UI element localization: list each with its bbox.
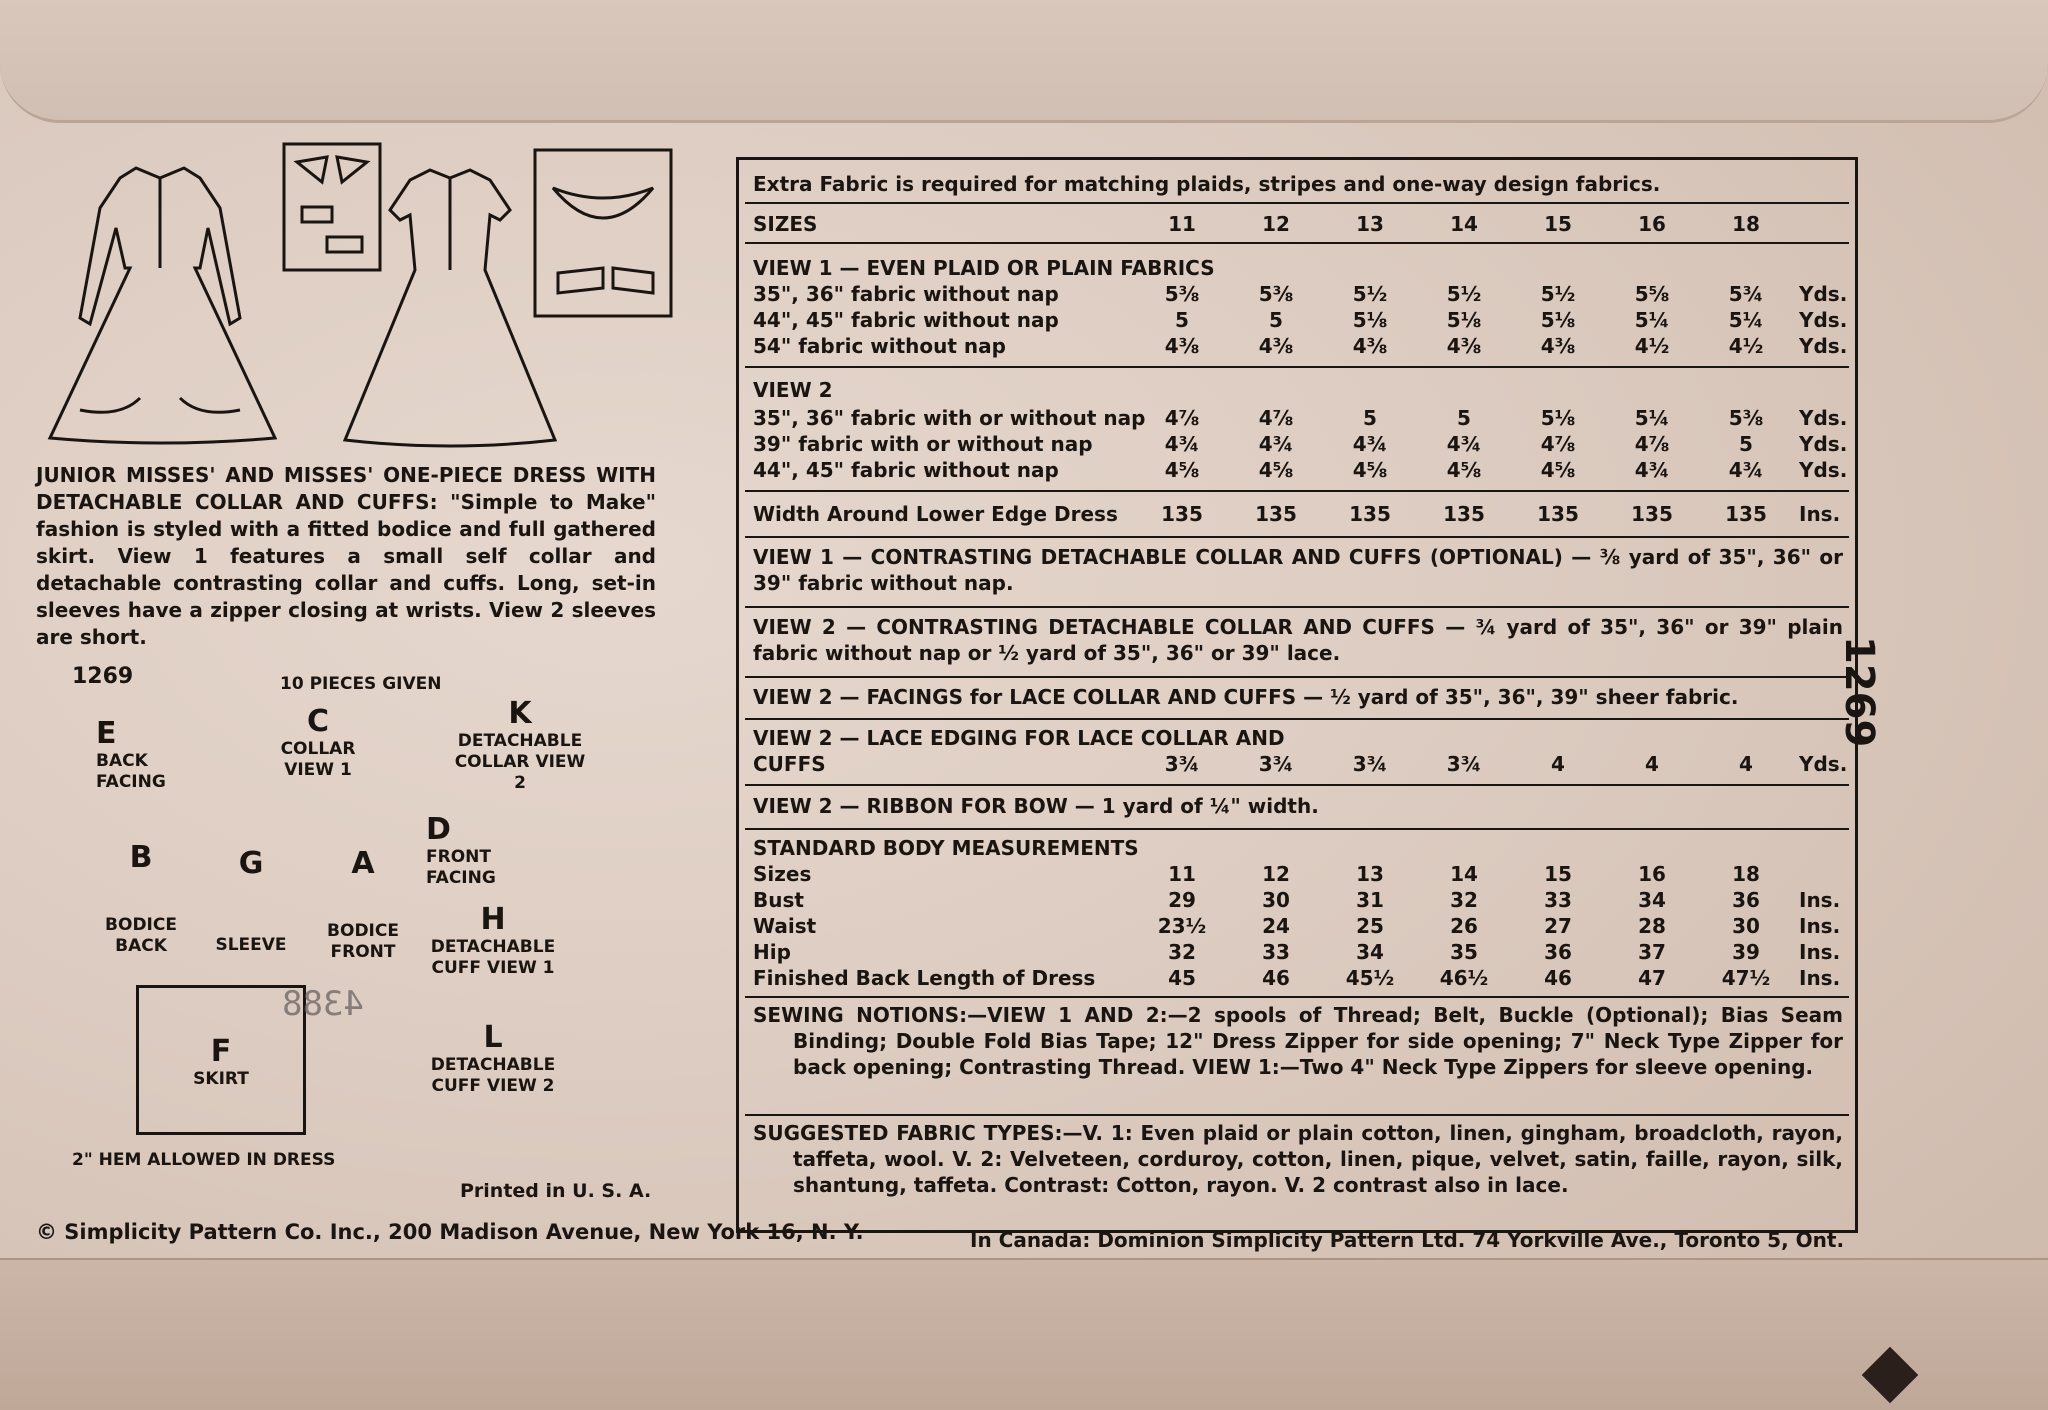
divider <box>745 1114 1849 1116</box>
piece-f: F SKIRT <box>136 985 306 1135</box>
envelope-top-flap <box>0 0 2048 123</box>
piece-b: B BODICE BACK <box>105 840 177 956</box>
piece-h: H DETACHABLE CUFF VIEW 1 <box>430 902 556 978</box>
divider <box>745 202 1849 204</box>
view2-collar-note: VIEW 2 — CONTRASTING DETACHABLE COLLAR AND CUFFS — ¾ yard of 35", 36" or 39" plain fabric without nap or ½ yard of 35", 36" or 39" lace. <box>753 615 1843 665</box>
piece-e: E BACK FACING <box>96 716 166 792</box>
suggested-fabrics: SUGGESTED FABRIC TYPES:—V. 1: Even plaid or plain cotton, linen, gingham, broadcloth, rayon, taffeta, wool. V. 2: Velveteen, corduroy, cotton, linen, pique, velvet, satin, faille, rayon, silk, shantung, taffeta. Contrast: Cotton, rayon. V. 2 contrast also in lace. <box>753 1121 1843 1197</box>
description-heading: JUNIOR MISSES' AND MISSES' ONE-PIECE DRESS WITH DETACHABLE COLLAR AND CUFFS: <box>36 463 656 514</box>
pattern-description <box>36 462 656 651</box>
yardage-chart: Extra Fabric is required for matching plaids, stripes and one-way design fabrics. SIZES 11 12 13 14 15 16 18 VIEW 1 — EVEN PLAID OR PLAIN FABRICS 35", 36" fabric without nap 5⅜ 5⅜ 5½ 5½ 5½ 5⅝ 5¾ Yds. 44", 45" fabric without nap 5 5 5⅛ 5⅛ 5⅛ 5¼ 5¼ Yds. 54" fabric without nap 4⅜ 4⅜ 4⅜ 4⅜ 4⅜ 4½ 4½ Yds. VIEW 2 35", 36" fabric with or without nap 4⅞ 4⅞ 5 5 5⅛ 5¼ 5⅜ Yds. 39" fabric with or without nap 4¾ 4¾ 4¾ 4¾ 4⅞ 4⅞ 5 Yds. 44", 45" fabric without nap 4⅝ 4⅝ 4⅝ 4⅝ 4⅝ 4¾ 4¾ Yds. Width Around Lower Edge Dress 135 135 135 135 135 135 135 Ins. VIEW 1 — CONTRASTING DETACHABLE COLLAR AND CUFFS (OPTIONAL) — ⅜ yard of 35", 36" or 39" fabric without nap. VIEW 2 — CONTRASTING DETACHABLE COLLAR AND CUFFS — ¾ yard of 35", 36" or 39" plain fabric without nap or ½ yard of 35", 36" or 39" lace. VIEW 2 — FACINGS for LACE COLLAR AND CUFFS — ½ yard of 35", 36", 39" sheer fabric. VIEW 2 — LACE EDGING FOR LACE COLLAR AND CUFFS 3¾ 3¾ 3¾ 3¾ 4 4 4 Yds. VIEW 2 — RIBBON FOR BOW — 1 yard of ¼" width. STANDARD BODY MEASUREMENTS Sizes 11 12 13 14 15 16 18 Bust 29 30 31 32 33 34 36 Ins. Waist 23½ 24 25 26 27 28 30 Ins. Hip 32 33 34 35 36 37 39 Ins. Finished Back Length of Dress 45 46 45½ 46½ 46 47 47½ Ins. SEWING NOTIONS:—VIEW 1 AND 2:—2 spools of Thread; Belt, Buckle (Optional); Bias Seam Binding; Double Fold Bias Tape; 12" Dress Zipper for side opening; 7" Neck Type Zipper for back opening; Contrasting Thread. VIEW 1:—Two 4" Neck Type Zippers for sleeve opening. SUGGESTED FABRIC TYPES:—V. 1: Even plaid or plain cotton, linen, gingham, broadcloth, rayon, taffeta, wool. V. 2: Velveteen, corduroy, cotton, linen, pique, velvet, satin, faille, rayon, silk, shantung, taffeta. Contrast: Cotton, rayon. V. 2 contrast also in lace. <box>736 157 1858 1233</box>
divider <box>745 828 1849 830</box>
side-pattern-number: 1269 <box>1836 636 1882 748</box>
canada-line: In Canada: Dominion Simplicity Pattern Ltd. 74 Yorkville Ave., Toronto 5, Ont. <box>970 1228 1845 1252</box>
view2-facings-note: VIEW 2 — FACINGS for LACE COLLAR AND CUFFS — ½ yard of 35", 36", 39" sheer fabric. <box>753 685 1739 709</box>
description-body: "Simple to Make" fashion is styled with a fitted bodice and full gathered skirt. View 1 features a small self collar and detachable contrasting collar and cuffs. Long, set-in sleeves have a zipper closing at wrists. View 2 sleeves are short. <box>36 490 657 649</box>
divider <box>745 242 1849 244</box>
divider <box>745 536 1849 538</box>
hem-note: 2" HEM ALLOWED IN DRESS <box>72 1150 336 1170</box>
divider <box>745 606 1849 608</box>
pieces-given: 10 PIECES GIVEN <box>280 674 442 694</box>
divider <box>745 676 1849 678</box>
divider <box>745 718 1849 720</box>
divider <box>745 366 1849 368</box>
collar-cuff-view2-sketch <box>533 148 673 318</box>
divider <box>745 996 1849 998</box>
printed-in: Printed in U. S. A. <box>460 1180 652 1202</box>
sewing-notions: SEWING NOTIONS:—VIEW 1 AND 2:—2 spools of Thread; Belt, Buckle (Optional); Bias Seam Binding; Double Fold Bias Tape; 12" Dress Zipper for side opening; 7" Neck Type Zipper for back opening; Contrasting Thread. VIEW 1:—Two 4" Neck Type Zippers for sleeve opening. <box>753 1003 1843 1079</box>
envelope-bottom-flap <box>0 1258 2048 1410</box>
pattern-number: 1269 <box>72 664 134 689</box>
view1-collar-note: VIEW 1 — CONTRASTING DETACHABLE COLLAR AND CUFFS (OPTIONAL) — ⅜ yard of 35", 36" or 39" fabric without nap. <box>753 545 1843 595</box>
divider <box>745 490 1849 492</box>
piece-l: L DETACHABLE CUFF VIEW 2 <box>430 1020 556 1096</box>
piece-d: D FRONT FACING <box>426 812 496 888</box>
piece-a: A BODICE FRONT <box>327 846 399 962</box>
piece-k: K DETACHABLE COLLAR VIEW 2 <box>454 696 586 793</box>
price-stamp: 4388 <box>282 984 364 1024</box>
piece-g: G SLEEVE <box>215 846 287 955</box>
dress-view2-sketch <box>340 160 560 450</box>
piece-c: C COLLAR VIEW 1 <box>280 704 356 780</box>
copyright-line: © Simplicity Pattern Co. Inc., 200 Madison Avenue, New York 16, N. Y. <box>36 1220 864 1244</box>
divider <box>745 784 1849 786</box>
dress-view1-sketch <box>40 148 280 448</box>
